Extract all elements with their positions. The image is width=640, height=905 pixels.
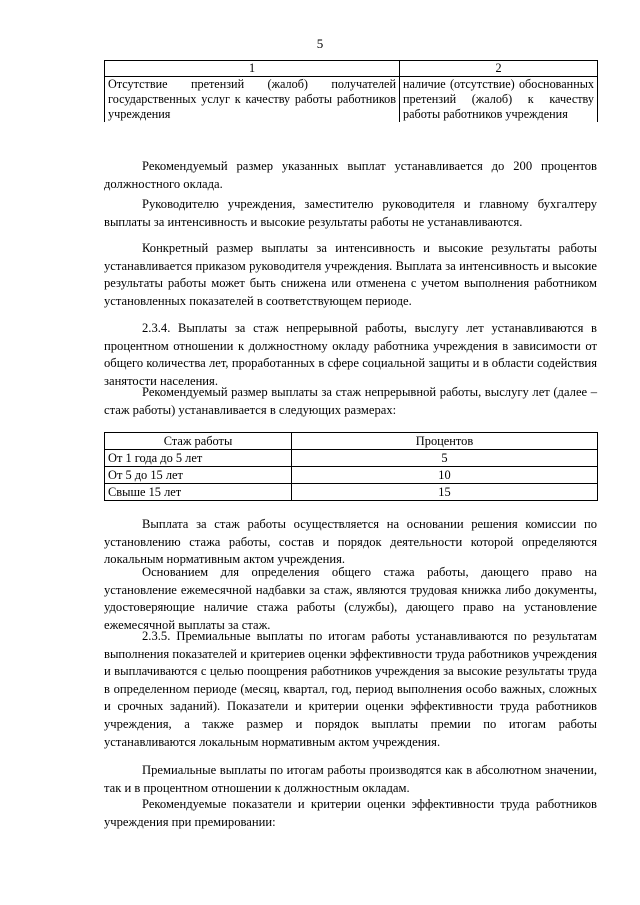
table-header-cell: 1 [105, 61, 400, 77]
seniority-cell: От 1 года до 5 лет [105, 450, 292, 467]
paragraph: Руководителю учреждения, заместителю руководителя и главному бухгалтеру выплаты за интенсивность и высокие результаты работы не устанавливаются. [104, 197, 597, 229]
seniority-table [104, 432, 598, 501]
paragraph: Рекомендуемый размер выплаты за стаж непрерывной работы, выслугу лет (далее – стаж работы) устанавливается в следующих размерах: [104, 385, 597, 417]
percent-cell: 10 [292, 467, 598, 484]
paragraph: Основанием для определения общего стажа работы, дающего право на установление ежемесячной надбавки за стаж, являются трудовая книжка либо документы, удостоверяющие наличие стажа работы (службы), дающего право на установление ежемесячной выплаты за стаж. [104, 565, 597, 632]
table-row [105, 450, 598, 467]
seniority-cell: Свыше 15 лет [105, 484, 292, 501]
criterion-indicator-cell: наличие (отсутствие) обоснованных претензий (жалоб) к качеству работы работников учреждения [400, 77, 598, 123]
criterion-name-cell: Отсутствие претензий (жалоб) получателей государственных услуг к качеству работы работников учреждения [105, 77, 400, 123]
paragraph: 2.3.4. Выплаты за стаж непрерывной работы, выслугу лет устанавливаются в процентном отношении к должностному окладу работника учреждения в зависимости от общего количества лет, проработанных в сфере социальной защиты и в области содействия занятости населения. [104, 321, 597, 388]
percent-cell: 15 [292, 484, 598, 501]
paragraph: 2.3.5. Премиальные выплаты по итогам работы устанавливаются по результатам выполнения показателей и критериев оценки эффективности труда работников учреждения и выплачиваются с целью поощрения работников учреждения за высокие результаты труда в определенном периоде (месяц, квартал, год, период выполнения особо важных, сложных и срочных заданий). Показатели и критерии оценки эффективности труда работников учреждения, а также размер и порядок выплаты премии по итогам работы устанавливаются локальным нормативным актом учреждения. [104, 629, 597, 749]
criteria-table [104, 60, 598, 122]
paragraph: Конкретный размер выплаты за интенсивность и высокие результаты работы устанавливается приказом руководителя учреждения. Выплата за интенсивность и высокие результаты работы может быть снижена или отменена с учетом выполнения работником установленных показателей в соответствующем периоде. [104, 241, 597, 308]
seniority-header: Стаж работы [105, 433, 292, 450]
table-row [105, 484, 598, 501]
page-number: 5 [316, 36, 324, 51]
paragraph: Рекомендуемые показатели и критерии оценки эффективности труда работников учреждения при премировании: [104, 797, 597, 829]
percent-cell: 5 [292, 450, 598, 467]
percent-header: Процентов [292, 433, 598, 450]
table-header-cell: 2 [400, 61, 598, 77]
paragraph: Премиальные выплаты по итогам работы производятся как в абсолютном значении, так и в процентном отношении к должностным окладам. [104, 763, 597, 795]
paragraph: Рекомендуемый размер указанных выплат устанавливается до 200 процентов должностного оклада. [104, 159, 597, 191]
seniority-cell: От 5 до 15 лет [105, 467, 292, 484]
table-row [105, 467, 598, 484]
paragraph: Выплата за стаж работы осуществляется на основании решения комиссии по установлению стажа работы, состав и порядок деятельности которой определяются локальным нормативным актом учреждения. [104, 517, 597, 567]
